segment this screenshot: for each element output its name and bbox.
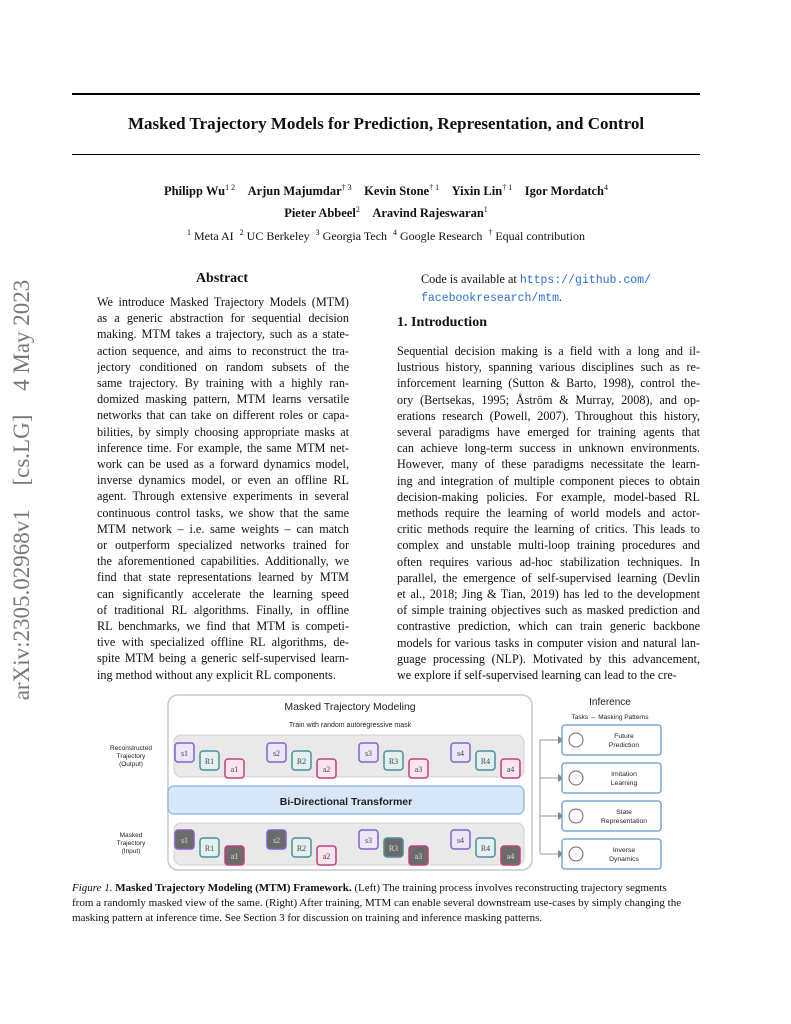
top-rule bbox=[72, 93, 700, 95]
author-name: Igor Mordatch bbox=[524, 184, 604, 199]
affiliation: Google Research bbox=[397, 229, 483, 243]
author-affil-marker: 1 bbox=[483, 205, 488, 214]
transformer-label: Bi-Directional Transformer bbox=[279, 796, 413, 808]
figure-title: Masked Trajectory Modeling bbox=[284, 701, 416, 713]
author-name: Kevin Stone bbox=[364, 184, 430, 199]
text-line: several paradigms have emerged for training agents that bbox=[397, 425, 700, 440]
author-name: Pieter Abbeel bbox=[284, 206, 356, 221]
author-line-1 bbox=[72, 183, 700, 199]
affil-marker: † bbox=[488, 228, 493, 237]
token-label: s2 bbox=[272, 749, 281, 758]
token-label: s3 bbox=[364, 836, 373, 845]
text-line: complex and unstable multi-loop training procedures and bbox=[397, 538, 700, 553]
task-label: Learning bbox=[610, 780, 638, 787]
token-label: a2 bbox=[322, 852, 331, 861]
affil-marker: 1 bbox=[187, 228, 192, 237]
text-line: can achieve long-term success in unknown environments. bbox=[397, 441, 700, 456]
affil-marker: 2 bbox=[239, 228, 244, 237]
text-line: making. MTM takes a trajectory, such as a state- bbox=[97, 327, 349, 342]
text-line: action sequence, and aims to reconstruct the tra- bbox=[97, 343, 349, 358]
token-label: R4 bbox=[480, 757, 491, 766]
text-line: ing method without any explicit RL components. bbox=[97, 667, 336, 682]
text-line: decision-making policies. For example, model-based RL bbox=[397, 489, 700, 504]
token-label: R3 bbox=[388, 757, 399, 766]
affiliation: Meta AI bbox=[191, 229, 234, 243]
task-box bbox=[562, 801, 661, 831]
figure-1 bbox=[100, 690, 700, 875]
author-affil-marker: 2 bbox=[355, 205, 360, 214]
text-line: continuous control tasks, we show that the same bbox=[97, 505, 349, 520]
author-name: Yixin Lin bbox=[451, 184, 503, 199]
text-line: as a generic abstraction for sequential decision bbox=[97, 311, 349, 326]
caption-line-3: masking pattern at inference time. See Section 3 for discussion on training and inference masking patterns. bbox=[72, 912, 543, 924]
code-availability: Code is available at https://github.com/ facebookresearch/mtm. bbox=[421, 272, 651, 306]
task-label: Imitation bbox=[611, 771, 637, 778]
token-label: R4 bbox=[480, 844, 491, 853]
task-label: Prediction bbox=[608, 742, 640, 749]
task-label: Dynamics bbox=[609, 856, 639, 863]
text-line: Sequential decision making is a field with a long and il- bbox=[397, 344, 700, 358]
token-label: R2 bbox=[296, 844, 307, 853]
text-line: MTM network – i.e. same weights – can match bbox=[97, 521, 349, 536]
token-label: R1 bbox=[204, 844, 215, 853]
text-line: jectory conditioned on random subsets of the bbox=[97, 359, 349, 374]
title-rule bbox=[72, 154, 700, 155]
text-line: networks that can take on different roles or capa- bbox=[97, 408, 349, 423]
input-row-label: Masked bbox=[119, 832, 143, 839]
text-line: methods require the learning of world models and actor- bbox=[397, 506, 700, 521]
token-label: R2 bbox=[296, 757, 307, 766]
task-label: Representation bbox=[600, 818, 648, 825]
author-name: Aravind Rajeswaran bbox=[372, 206, 484, 221]
code-url-part1[interactable]: https://github.com/ bbox=[519, 274, 651, 287]
token-label: a1 bbox=[230, 852, 239, 861]
token-label: s1 bbox=[180, 836, 189, 845]
arxiv-id: arXiv:2305.02968v1 bbox=[9, 509, 34, 701]
text-line: spite MTM being a generic self-supervised learn- bbox=[97, 651, 349, 666]
affiliation: Georgia Tech bbox=[319, 229, 388, 243]
text-line: of simple training objectives such as masked prediction and bbox=[397, 603, 700, 618]
text-line: or outperform specialized networks trained for bbox=[97, 538, 349, 553]
arxiv-category: [cs.LG] bbox=[9, 414, 34, 486]
token-label: s2 bbox=[272, 836, 281, 845]
author-affil-marker: 1 2 bbox=[225, 183, 236, 192]
intro-body bbox=[397, 343, 700, 683]
task-box bbox=[562, 839, 661, 869]
output-row-label: (Output) bbox=[119, 761, 143, 768]
text-line: inforcement learning (Sutton & Barto, 1998), control the- bbox=[397, 376, 700, 391]
text-line: agent. Through extensive experiments in several bbox=[97, 489, 349, 504]
author-line-2 bbox=[72, 205, 700, 221]
text-line: find that state representations learned by MTM bbox=[97, 570, 349, 585]
caption-line-2: from a randomly masked view of the same. (Right) After training, MTM can enable several downstream use-cases by simply changing the bbox=[72, 897, 682, 909]
author-affil-marker: 4 bbox=[603, 183, 608, 192]
arxiv-sidebar bbox=[9, 271, 35, 710]
text-line: often requires various ad-hoc stabilization techniques. In bbox=[397, 554, 700, 569]
text-line: erations research (Powell, 2007). Throughout this history, bbox=[397, 408, 700, 423]
intro-heading: 1. Introduction bbox=[397, 315, 487, 330]
paper-title: Masked Trajectory Models for Prediction, Representation, and Control bbox=[127, 114, 645, 133]
affiliation: UC Berkeley bbox=[243, 229, 310, 243]
output-row-label: Reconstructed bbox=[110, 745, 152, 752]
text-line: the aforementioned capabilities. Additionally, we bbox=[97, 554, 349, 569]
token-label: a4 bbox=[506, 852, 515, 861]
caption-line-1: (Left) The training process involves reconstructing trajectory segments bbox=[354, 882, 667, 894]
token-label: R3 bbox=[388, 844, 399, 853]
token-label: a3 bbox=[414, 852, 423, 861]
token-label: a3 bbox=[414, 765, 423, 774]
text-line: tive with specialized offline RL algorithms, de- bbox=[97, 635, 349, 650]
code-url-part2[interactable]: facebookresearch/mtm bbox=[421, 292, 560, 306]
task-box bbox=[562, 725, 661, 755]
task-label: Future bbox=[614, 733, 634, 740]
abstract-body bbox=[97, 294, 349, 683]
inference-title: Inference bbox=[589, 697, 631, 708]
text-line: can significantly accelerate the learning speed bbox=[97, 586, 349, 601]
token-label: a4 bbox=[506, 765, 515, 774]
token-label: R1 bbox=[204, 757, 215, 766]
text-line: same trajectory. By training with a highly ran- bbox=[97, 376, 349, 391]
caption-figure-label: Figure 1. bbox=[72, 882, 113, 894]
text-line: ing and integration of multiple component pieces to obtain bbox=[397, 473, 700, 488]
inference-subtitle: Tasks ⇔ Masking Patterns bbox=[571, 714, 649, 721]
task-label: Inverse bbox=[612, 847, 636, 854]
text-line: lustrious history, spanning various disciplines such as re- bbox=[397, 360, 700, 375]
arxiv-date: 4 May 2023 bbox=[9, 279, 34, 391]
author-affil-marker: † 1 bbox=[502, 183, 513, 192]
token-label: a1 bbox=[230, 765, 239, 774]
abstract-heading: Abstract bbox=[195, 271, 249, 286]
text-line: we explore if self-supervised learning can lead to the cre- bbox=[397, 668, 677, 683]
token-label: s4 bbox=[456, 749, 465, 758]
code-prefix: Code is available at bbox=[421, 272, 517, 286]
figure-caption bbox=[72, 881, 700, 926]
token-label: s3 bbox=[364, 749, 373, 758]
text-line: RL benchmarks, we find that MTM is competi- bbox=[97, 619, 349, 634]
text-line: inference time. For example, the same MTM net- bbox=[97, 440, 349, 455]
affiliation: Equal contribution bbox=[492, 229, 585, 243]
input-row-label: Trajectory bbox=[116, 840, 146, 847]
text-line: domized masking pattern, MTM learns versatile bbox=[97, 392, 349, 407]
caption-bold: Masked Trajectory Modeling (MTM) Framework. bbox=[115, 882, 352, 894]
text-line: work can be used as a forward dynamics model, bbox=[97, 457, 349, 472]
author-affil-marker: † 1 bbox=[429, 183, 440, 192]
author-name: Arjun Majumdar bbox=[247, 184, 342, 199]
affil-marker: 4 bbox=[393, 228, 398, 237]
token-label: s1 bbox=[180, 749, 189, 758]
text-line: parallel, the emergence of self-supervised learning (Devlin bbox=[397, 570, 700, 585]
affiliations bbox=[72, 228, 700, 244]
text-line: ory (Bertsekas, 1995; Åström & Murray, 2008), and op- bbox=[397, 392, 700, 407]
text-line: guage processing (NLP). Motivated by this advancement, bbox=[397, 651, 700, 666]
text-line: We introduce Masked Trajectory Models (MTM) bbox=[97, 295, 349, 309]
text-line: inverse dynamics model, or even an offline RL bbox=[97, 473, 349, 488]
input-row-label: (Input) bbox=[121, 848, 141, 855]
text-line: contrastive prediction, which can train generic backbone bbox=[397, 619, 700, 634]
text-line: models for various tasks in computer vision and natural lan- bbox=[397, 635, 700, 650]
text-line: et al., 2018; Jing & Tian, 2019) has led to the development bbox=[397, 587, 700, 602]
output-row-label: Trajectory bbox=[116, 753, 146, 760]
text-line: bilities, by simply choosing appropriate masks at bbox=[97, 424, 349, 439]
affil-marker: 3 bbox=[315, 228, 320, 237]
text-line: of traditional RL algorithms. Finally, in offline bbox=[97, 602, 349, 617]
text-line: However, many of these paradigms necessitate the learn- bbox=[397, 457, 700, 472]
author-name: Philipp Wu bbox=[164, 184, 226, 199]
task-label: State bbox=[616, 809, 632, 816]
figure-subtitle: Train with random autoregressive mask bbox=[288, 722, 412, 729]
task-box bbox=[562, 763, 661, 793]
text-line: critic methods require the learning of critics. This leads to bbox=[397, 522, 700, 537]
token-label: s4 bbox=[456, 836, 465, 845]
author-affil-marker: † 3 bbox=[341, 183, 352, 192]
token-label: a2 bbox=[322, 765, 331, 774]
